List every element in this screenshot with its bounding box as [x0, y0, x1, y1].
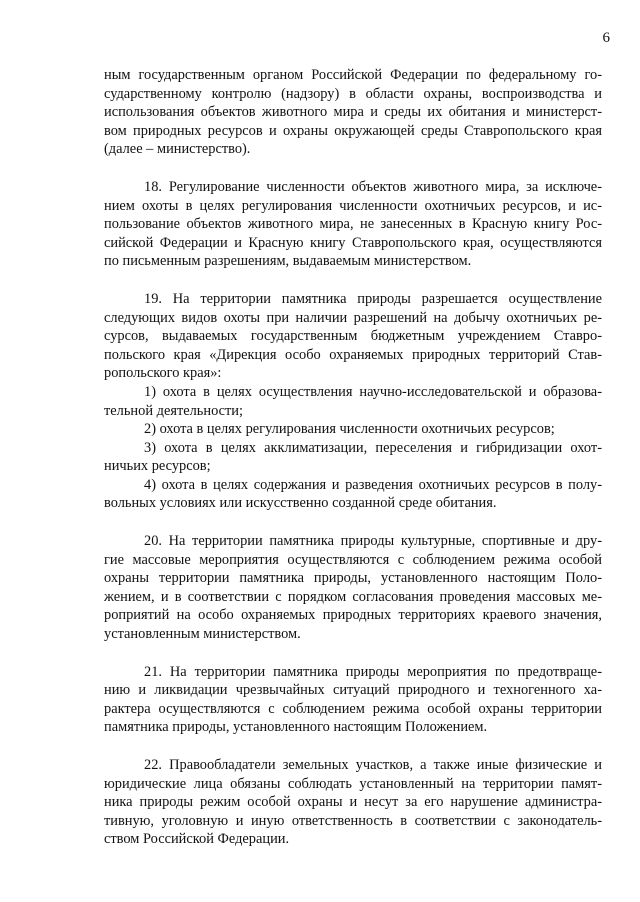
- text-line: пользование объектов животного мира, не занесенных в Красную книгу Рос-: [104, 216, 602, 233]
- text-line: сударственному контролю (надзору) в области охраны, воспроизводства и: [104, 85, 602, 102]
- text-line: 21. На территории памятника природы мероприятия по предотвраще-: [144, 663, 602, 680]
- text-line: рактера осуществляются с соблюдением режима особой охраны территории: [104, 700, 602, 717]
- paragraph-item-22: [104, 756, 602, 849]
- text-line: юридические лица обязаны соблюдать установленный на территории памят-: [104, 775, 602, 792]
- text-line: по письменным разрешениям, выдаваемым министерством.: [104, 253, 472, 270]
- text-line: ным государственным органом Российской Федерации по федеральному го-: [104, 67, 602, 83]
- paragraph-continuation: [104, 66, 602, 159]
- text-line: тельной деятельности;: [104, 402, 243, 419]
- paragraph-item-19: [104, 290, 602, 513]
- text-line: ством Российской Федерации.: [104, 831, 290, 848]
- text-line: 18. Регулирование численности объектов животного мира, за исключе-: [144, 178, 602, 195]
- text-line: сийской Федерации и Красную книгу Ставропольского края, осуществляются: [104, 234, 602, 251]
- text-line: памятника природы, установленного настоящим Положением.: [104, 719, 488, 736]
- text-line: ропольского края»:: [104, 365, 222, 382]
- text-line: польского края «Дирекция особо охраняемых природных территорий Став-: [104, 346, 602, 363]
- text-line: использования объектов животного мира и среды их обитания и министерст-: [104, 104, 602, 121]
- text-line: 20. На территории памятника природы культурные, спортивные и дру-: [144, 533, 602, 550]
- text-line: нию и ликвидации чрезвычайных ситуаций природного и техногенного ха-: [104, 682, 602, 699]
- text-line: жением, и в соответствии с порядком согласования проведения массовых ме-: [104, 588, 602, 605]
- paragraph-item-20: [104, 532, 602, 644]
- page-number: 6: [602, 30, 610, 46]
- text-line: ника природы режим особой охраны и несут за его нарушение администра-: [104, 794, 602, 811]
- text-line: сурсов, выдаваемых государственным бюджетным учреждением Ставро-: [104, 328, 602, 345]
- text-line: 22. Правообладатели земельных участков, а также иные физические и: [144, 757, 602, 773]
- text-line: (далее – министерство).: [104, 141, 251, 158]
- document-body: [104, 66, 602, 849]
- text-line: 1) охота в целях осуществления научно-исследовательской и образова-: [144, 383, 602, 400]
- text-line: вом природных ресурсов и охраны окружающей среды Ставропольского края: [104, 122, 602, 139]
- text-line: охраны территории памятника природы, установленного настоящим Поло-: [104, 570, 602, 587]
- text-line: 4) охота в целях содержания и разведения охотничьих ресурсов в полу-: [144, 476, 602, 493]
- paragraph-item-18: [104, 178, 602, 271]
- text-line: следующих видов охоты при наличии разрешений на добычу охотничьих ре-: [104, 309, 602, 326]
- text-line: тивную, уголовную и иную ответственность в соответствии с законодатель-: [104, 812, 602, 829]
- text-line: 2) охота в целях регулирования численности охотничьих ресурсов;: [144, 421, 555, 438]
- paragraph-item-21: [104, 663, 602, 737]
- text-line: ничьих ресурсов;: [104, 458, 211, 475]
- text-line: 19. На территории памятника природы разрешается осуществление: [144, 290, 602, 307]
- text-line: установленным министерством.: [104, 626, 301, 643]
- text-line: 3) охота в целях акклиматизации, переселения и гибридизации охот-: [144, 439, 602, 456]
- text-line: нием охоты в целях регулирования численности охотничьих ресурсов, и ис-: [104, 197, 602, 214]
- text-line: гие массовые мероприятия осуществляются с соблюдением режима особой: [104, 551, 602, 568]
- text-line: вольных условиях или искусственно созданной среде обитания.: [104, 495, 497, 512]
- text-line: роприятий на особо охраняемых природных территориях краевого значения,: [104, 607, 602, 624]
